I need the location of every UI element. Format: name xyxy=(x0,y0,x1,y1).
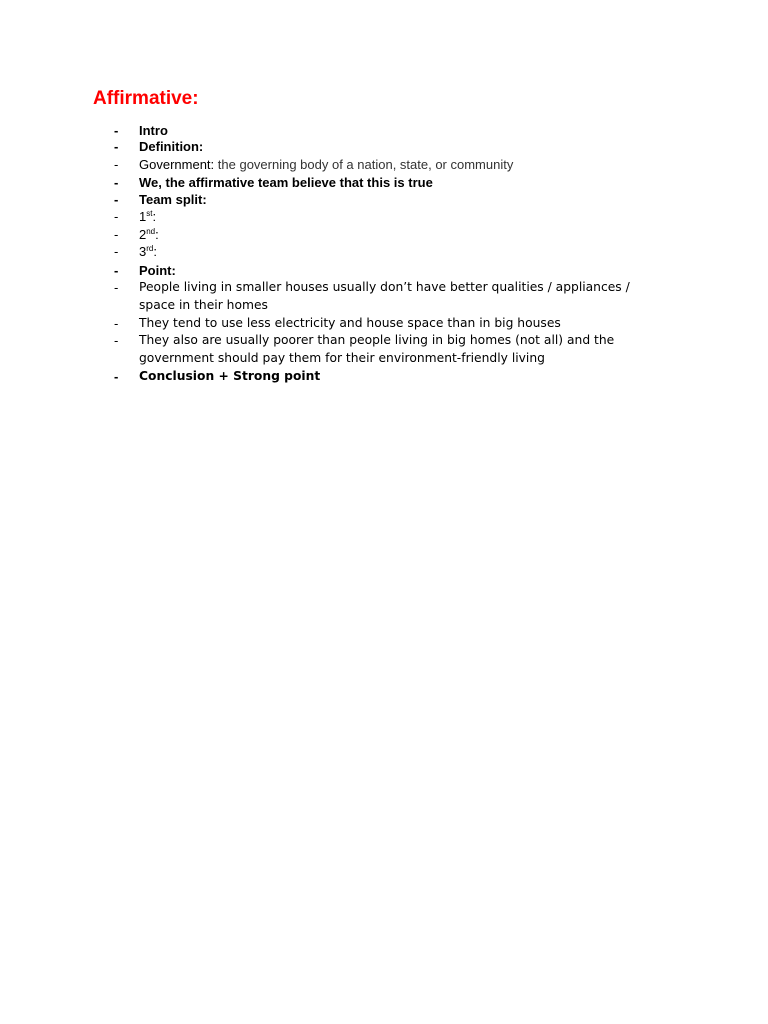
ordinal-suffix: rd xyxy=(146,244,154,253)
bullet-dash: - xyxy=(114,209,119,224)
bullet-dash: - xyxy=(114,263,119,278)
speaker-number: 2 xyxy=(139,227,147,242)
bullet-dash: - xyxy=(114,227,119,242)
bullet-dash: - xyxy=(114,192,119,207)
bullet-dash: - xyxy=(114,139,119,154)
list-item-text xyxy=(139,226,664,244)
list-item-text: They tend to use less electricity and house space than in big houses xyxy=(139,316,561,330)
bullet-dash: - xyxy=(114,316,119,331)
speaker-colon: : xyxy=(155,227,159,242)
definition-term: Government: xyxy=(139,157,215,172)
bullet-dash: - xyxy=(114,123,119,138)
list-item-text xyxy=(139,208,664,226)
ordinal-suffix: st xyxy=(146,209,153,218)
section-heading: Affirmative: xyxy=(93,88,199,109)
list-item-text: They also are usually poorer than people living in big homes (not all) and the government should pay them for their environment-friendly living xyxy=(139,333,615,365)
list-item-text: People living in smaller houses usually don’t have better qualities / appliances / space in their homes xyxy=(139,280,630,312)
bullet-dash: - xyxy=(114,244,119,259)
list-item-text: We, the affirmative team believe that this is true xyxy=(139,175,433,190)
list-item-text: Definition: xyxy=(139,139,204,154)
list-item-text: Intro xyxy=(139,123,168,138)
definition-value: the governing body of a nation, state, or community xyxy=(217,157,514,172)
bullet-dash: - xyxy=(114,175,119,190)
list-item-text: Point: xyxy=(139,263,176,278)
list-item-text: Conclusion + Strong point xyxy=(139,369,321,383)
speaker-number: 3 xyxy=(139,244,147,259)
bullet-dash: - xyxy=(114,369,119,384)
speaker-colon: : xyxy=(152,209,157,224)
speaker-colon: : xyxy=(153,244,157,259)
list-item-text: Team split: xyxy=(139,192,207,207)
list-item-text xyxy=(139,243,664,261)
bullet-dash: - xyxy=(114,157,119,172)
ordinal-suffix: nd xyxy=(146,227,156,236)
bullet-dash: - xyxy=(114,280,119,295)
list-item-text xyxy=(139,156,664,174)
speaker-number: 1 xyxy=(139,209,147,224)
bullet-dash: - xyxy=(114,333,119,348)
